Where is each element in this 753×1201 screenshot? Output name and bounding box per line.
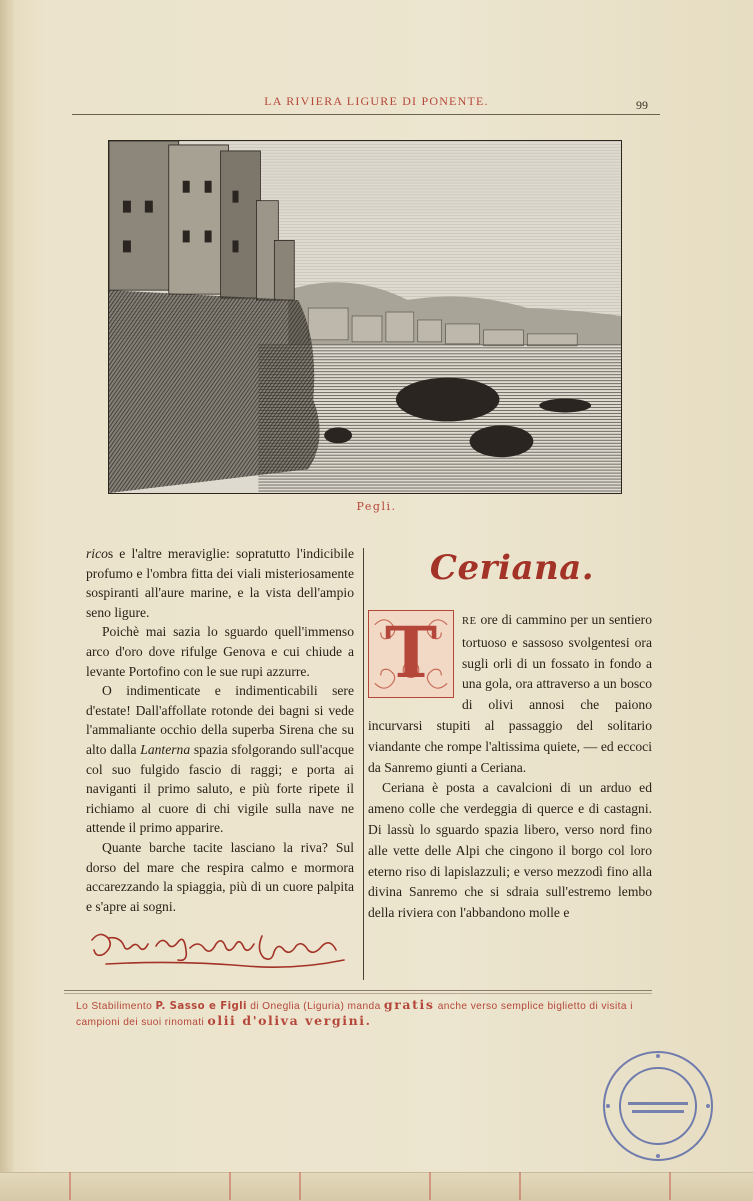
dropcap-letter: T [384, 611, 438, 694]
lanterna-word: Lanterna [140, 741, 191, 757]
smallcaps-lead: RE [462, 616, 477, 627]
handwritten-signature [86, 920, 352, 982]
library-stamp [598, 1046, 718, 1166]
footer-rule [64, 990, 652, 991]
advert-product: olii d'oliva vergini. [207, 1013, 372, 1028]
advertisement [76, 998, 656, 1030]
bottom-tick-marks [0, 1172, 753, 1200]
advert-company: P. Sasso e Figli [155, 1001, 247, 1012]
right-paragraph-1-text: ore di cammino per un sentiero tortuoso e sassoso svolgentesi ora sugli orli di un fossato in fondo a una gola, ora attraverso a un bosco di olivi annosi che paiono incurvarsi stupiti al passaggio del solitario viandante che rompe l'altissima quiete, — ed eccoci da Sanremo giunti a Ceriana. [368, 612, 652, 775]
coastal-town-engraving [109, 141, 621, 493]
left-paragraph-4: Quante barche tacite lasciano la riva? Sul dorso del mare che respira calmo e mormora accarezzando la spiaggia, più di un cuore palpita e s'apre ai sogni. [86, 839, 354, 914]
stamp-seal-icon [598, 1046, 718, 1166]
illustration-caption: Pegli. [356, 500, 397, 513]
ornamental-dropcap [368, 610, 454, 698]
left-paragraph-3b: spazia sfolgorando sull'acque col suo fulgido fascio di raggi; e porta ai naviganti il primo saluto, e più forte ripete il richiamo al cuore di chi vigile sulla nave ne attende il primo apparire. [86, 741, 354, 836]
right-paragraph-1 [368, 610, 652, 778]
left-paragraph-1 [86, 544, 354, 622]
signature-scribble [86, 920, 352, 982]
section-title: Ceriana. [429, 548, 595, 588]
page-number: 99 [636, 98, 648, 112]
advert-gratis: gratis [383, 997, 435, 1012]
left-paragraph-1-lead: rico [86, 546, 108, 561]
left-paragraph-1-text: s e l'altre meraviglie: sopratutto l'indicibile profumo e l'ombra fitta dei viali misteriosamente sospiranti all'aure marine, e la vista dell'ampio seno ligure. [86, 546, 354, 620]
advert-text-3: anche verso semplice biglietto di visita i campioni dei suoi rinomati [76, 1001, 633, 1028]
right-text-column [368, 610, 652, 924]
left-text-column [86, 544, 354, 916]
engraving-illustration [108, 140, 622, 494]
right-paragraph-2: Ceriana è posta a cavalcioni di un arduo ed ameno colle che verdeggia di querce e di castagni. Di lassù lo sguardo spazia libero, verso nord fino alle vette delle Alpi che cingono il borgo col loro eterno riso di lapislazzuli; e verso mezzodì fino alla divina Sanremo che si sdraia sull'estremo lembo della riviera con l'abbandono molle e [368, 780, 652, 921]
advert-text-1: Lo Stabilimento [76, 1001, 153, 1012]
left-paragraph-3 [86, 681, 354, 838]
advert-text-2: di Oneglia (Liguria) manda [250, 1001, 381, 1012]
page-binding-edge [0, 0, 14, 1200]
left-paragraph-2: Poichè mai sazia lo sguardo quell'immenso arco d'oro dove rifulge Genova e cui chiude a levante Portofino con le sue rupi azzurre. [86, 624, 354, 679]
header-rule [72, 114, 660, 115]
footer-rule-secondary [64, 993, 652, 994]
left-paragraph-3a: O indimenticate e indimenticabili sere d'estate! Dall'affollate rotonde dei bagni si vede l'ammaliante occhio della superba Sirena che su alto dalla [86, 683, 354, 757]
running-header: LA RIVIERA LIGURE DI PONENTE. [264, 94, 489, 108]
column-divider [363, 548, 364, 980]
